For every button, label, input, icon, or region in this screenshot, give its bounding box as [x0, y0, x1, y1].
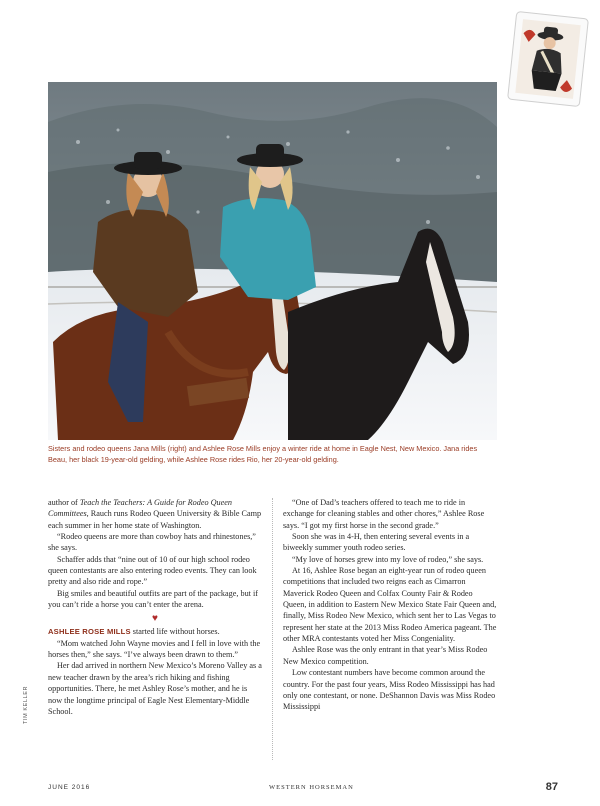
left-column: [48, 497, 262, 717]
section-lead-paragraph: ASHLEE ROSE MILLS started life without horses.: [48, 627, 220, 637]
magazine-name: WESTERN HORSEMAN: [269, 784, 354, 791]
sisters-on-horses-photo: [48, 82, 497, 440]
paragraph: Ashlee Rose was the only entrant in that year’s Miss Rodeo New Mexico competition.: [283, 645, 488, 666]
paragraph: Her dad arrived in northern New Mexico’s Moreno Valley as a new teacher drawn by the area’s rich hiking and fishing opportunities. There, he met Ashley Rose’s mother, and he is now the longtime principal of Eagle Nest Elementary-Middle School.: [48, 661, 262, 716]
paragraph: Big smiles and beautiful outfits are part of the package, but if you can’t ride a horse you can’t enter the arena.: [48, 588, 258, 610]
paragraph: “My love of horses grew into my love of rodeo,” she says.: [292, 554, 484, 564]
issue-date: JUNE 2016: [48, 784, 91, 791]
paragraph: At 16, Ashlee Rose began an eight-year run of rodeo queen competitions that included two reigns each as Cimarron Maverick Rodeo Queen and Colfax County Fair & Rodeo Queen, in addition to Eastern New Mexico State Fair Queen and, finally, Miss Rodeo New Mexico, which sent her to Las Vegas to represent her state at the 2013 Miss Rodeo America pageant. The other MRA contestants voted her Miss Congeniality.: [283, 566, 497, 644]
photo-credit: TIM KELLER: [23, 685, 29, 724]
page-number: 87: [545, 781, 558, 793]
column-divider: [272, 498, 273, 760]
queen-card-icon: [506, 10, 589, 107]
heart-icon: ♥: [152, 613, 158, 625]
page-footer: [0, 781, 600, 795]
right-column: [283, 497, 497, 713]
paragraph-continuation: author of Teach the Teachers: A Guide for Rodeo Queen Committees, Rauch runs Rodeo Queen University & Bible Camp each summer in her home state of Washington.: [48, 498, 262, 530]
book-title: Teach the Teachers: A Guide for Rodeo Queen Committees: [48, 498, 232, 519]
paragraph: Schaffer adds that “nine out of 10 of our high school rodeo queen contestants are also entering rodeo events. They can look pretty and also ride and rope.”: [48, 554, 257, 587]
photo-caption: Sisters and rodeo queens Jana Mills (right) and Ashlee Rose Mills enjoy a winter ride at home in Eagle Nest, New Mexico. Jana rides Beau, her black 19-year-old gelding, while Ashlee Rose rides Rio, her 20-year-old gelding.: [48, 444, 478, 464]
paragraph: Low contestant numbers have become common around the country. For the past four years, Miss Rodeo Mississippi has had only one contestant, or none. DeShannon Davis was Miss Rodeo Mississippi: [283, 668, 496, 712]
paragraph: Soon she was in 4-H, then entering several events in a biweekly summer youth rodeo series.: [283, 532, 470, 553]
paragraph: “Mom watched John Wayne movies and I fell in love with the horses then,” she says. “I’ve always been drawn to them.”: [48, 638, 261, 660]
paragraph: “Rodeo queens are more than cowboy hats and rhinestones,” she says.: [48, 532, 256, 553]
section-lead-head: ASHLEE ROSE MILLS: [48, 627, 131, 637]
paragraph: “One of Dad’s teachers offered to teach me to ride in exchange for cleaning stables and other chores,” Ashlee Rose says. “I got my first horse in the second grade.”: [283, 498, 485, 530]
